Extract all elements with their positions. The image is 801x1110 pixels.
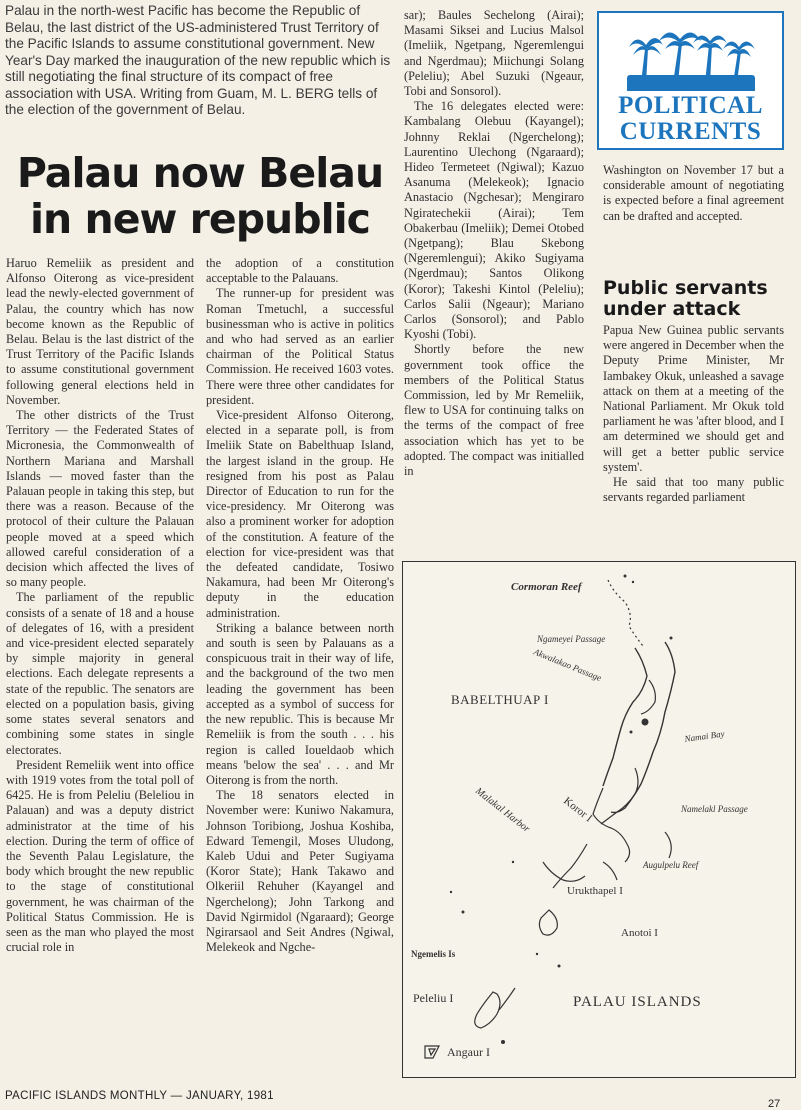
paragraph: Shortly before the new government took office the members of the Political Status Commission, led by Mr Remeliik, flew to USA for continuing talks on the terms of the compact of free association which has yet to be adopted. The compact was initialled in: [404, 342, 584, 479]
paragraph: Washington on November 17 but a considerable amount of negotiating is expected before a final agreement can be drafted and accepted.: [603, 163, 784, 223]
paragraph: the adoption of a constitution acceptable to the Palauans.: [206, 256, 394, 286]
label-angaur: Angaur I: [447, 1045, 490, 1059]
label-babelthuap: BABELTHUAP I: [451, 692, 549, 707]
headline-line-2: in new republic: [30, 195, 370, 243]
page-number: 27: [768, 1098, 781, 1110]
angaur-island-shape: [425, 1046, 439, 1058]
article-column-3: [404, 8, 584, 479]
sub-headline: Public servants under attack: [603, 277, 768, 320]
paragraph: The 16 delegates elected were: Kambalang Olebuu (Kayangel); Johnny Reklai (Ngerchelong); Laurentino Ulechong (Ngaraard); Hideo Termeteet (Ngiwal); Kazuo Asanuma (Melekeok); Ignacio Anastacio (Ngchesar); Mengiraro Ngiratechekii (Airai); Tem Obakerbau (Imeliik); Demei Otobed (Ngetpang); Blau Skebong (Ngeremlengui); Akiko Sugiyama (Ngerdmau); Santos Olikong (Koror); Takeshi Kintol (Peleliu); Carlos Salii (Ngeaur); Mariano Carlos (Sonsorol); and Pablo Kyoshi (Tobi).: [404, 99, 584, 342]
political-currents-logo: [597, 11, 784, 150]
label-namelakl-passage: Namelakl Passage: [681, 804, 748, 814]
paragraph: He said that too many public servants regarded parliament: [603, 475, 784, 505]
paragraph: The 18 senators elected in November were: Kuniwo Nakamura, Johnson Toribiong, Joshua Koshiba, Edward Temengil, Moses Uludong, Kaleb Udui and Peter Sugiyama (Koror State); Hank Takawo and Olkeriil Rehuher (Kayangel and Ngerchelong); John Tarkong and David Ngirmidol (Ngaraard); George Ngirarsaol and Seit Andres (Ngiwal, Melekeok and Ngche-: [206, 788, 394, 955]
paragraph: President Remeliik went into office with 1919 votes from the total poll of 6425. He is from Peleliu (Beleliou in Palauan) and was a deputy district administrator at the time of his election. During the term of office of the Seventh Palau Legislature, the body which brought the new republic to the stage of constitutional government, he was chairman of the Political Status Commission. He is seen as the man who played the most crucial role in: [6, 757, 194, 955]
label-ngameyei-passage: Ngameyei Passage: [537, 634, 606, 644]
logo-line-2: CURRENTS: [619, 118, 762, 145]
article-column-2: [206, 256, 394, 955]
paragraph: The parliament of the republic consists of a senate of 18 and a house of delegates of 16, with a president and vice-president elected separately by simple majority in general elections. Each delegate represents a state of the republic. The senators are elected on a population basis, giving some states several senators and combining some states in single electorates.: [6, 590, 194, 757]
paragraph: Papua New Guinea public servants were angered in December when the Deputy Prime Minister, Mr Iambakey Okuk, unleashed a savage attack on them at a meeting of the National Parliament. Mr Okuk told parliament he was 'after blood, and I am determined we should get and will get a better public service system'.: [603, 323, 784, 474]
article-column-1: [6, 256, 194, 955]
label-cormoran-reef: Cormoran Reef: [511, 581, 582, 593]
label-palau-islands: PALAU ISLANDS: [573, 994, 702, 1010]
paragraph: Haruo Remeliik as president and Alfonso Oiterong as vice-president lead the newly-elected government of Palau, the country which has now become known as the Republic of Belau. Belau is the last district of the Trust Territory of the Pacific Islands to assume constitutional government following general elections held in November.: [6, 256, 194, 407]
logo-line-1: POLITICAL: [618, 92, 763, 119]
headline: [5, 150, 395, 242]
label-peleliu: Peleliu I: [413, 991, 454, 1005]
paragraph: The runner-up for president was Roman Tmetuchl, a successful businessman who is active in politics and who had served as an earlier chairman of the Political Status Commission. He received 1603 votes. There were three other candidates for president.: [206, 286, 394, 407]
label-akwalakao-passage: Akwalakao Passage: [532, 646, 603, 683]
paragraph: Striking a balance between north and south is seen by Palauans as a conspicuous trait in their way of life, and the background of the two men leading the government has been accepted as a symbol of success for the new republic. This is because Mr Remeliik is from the south . . . his region is called Ioueldaob which means 'below the sea' . . . and Mr Oiterong is from the north.: [206, 620, 394, 787]
headline-line-1: Palau now Belau: [16, 149, 384, 197]
label-urukthapel: Urukthapel I: [567, 885, 623, 897]
article-column-4a: [603, 163, 784, 224]
label-anotoi: Anotoi I: [621, 927, 658, 939]
intro-standfirst: Palau in the north-west Pacific has become the Republic of Belau, the last district of the US-administered Trust Territory of the Pacific Islands to assume constitutional government. New Year's Day marked the inauguration of the new republic which is still negotiating the final structure of its compact of free association with USA. Writing from Guam, M. L. BERG tells of the election of the government of Belau.: [5, 3, 391, 117]
map-drawing: [403, 562, 795, 1077]
label-malakal-harbor: Malakal Harbor: [473, 785, 532, 835]
footer-credit: PACIFIC ISLANDS MONTHLY — JANUARY, 1981: [5, 1090, 274, 1102]
palau-islands-map: [402, 561, 796, 1078]
paragraph: sar); Baules Sechelong (Airai); Masami Siksei and Lucius Malsol (Imeliik, Ngetpang, Ngeremlengui and Ngerdmau); Miichungi Solang (Peleliu); Abel Suzuki (Ngeaur, Tobi and Sonsorol).: [404, 8, 584, 99]
paragraph: The other districts of the Trust Territory — the Federated States of Micronesia, the Commonwealth of Northern Mariana and Marshall Islands — moved faster than the Palauan people in taking this step, but there was a reason. Because of the protocol of their culture the Palauan people moved at a speed which allowed careful consideration of a decision which affected the lives of so many people.: [6, 408, 194, 590]
paragraph: Vice-president Alfonso Oiterong, elected in a separate poll, is from Imeliik State on Babelthuap Island, the largest island in the group. He resigned from his post as Palau Director of Education to run for the vice-presidency. Mr Oiterong was also a prominent worker for adoption of the constitution. A feature of the election for vice-president was that the defeated candidate, Tosiwo Nakamura, had been Mr Oiterong's deputy in the education administration.: [206, 408, 394, 620]
label-ngemelis: Ngemelis Is: [411, 949, 456, 959]
label-augulpelu-reef: Augulpelu Reef: [643, 860, 699, 870]
label-koror: Koror I: [561, 794, 595, 825]
palm-trees-icon: [627, 19, 755, 91]
label-namai-bay: Namai Bay: [683, 728, 726, 744]
article-column-4b: [603, 323, 784, 505]
